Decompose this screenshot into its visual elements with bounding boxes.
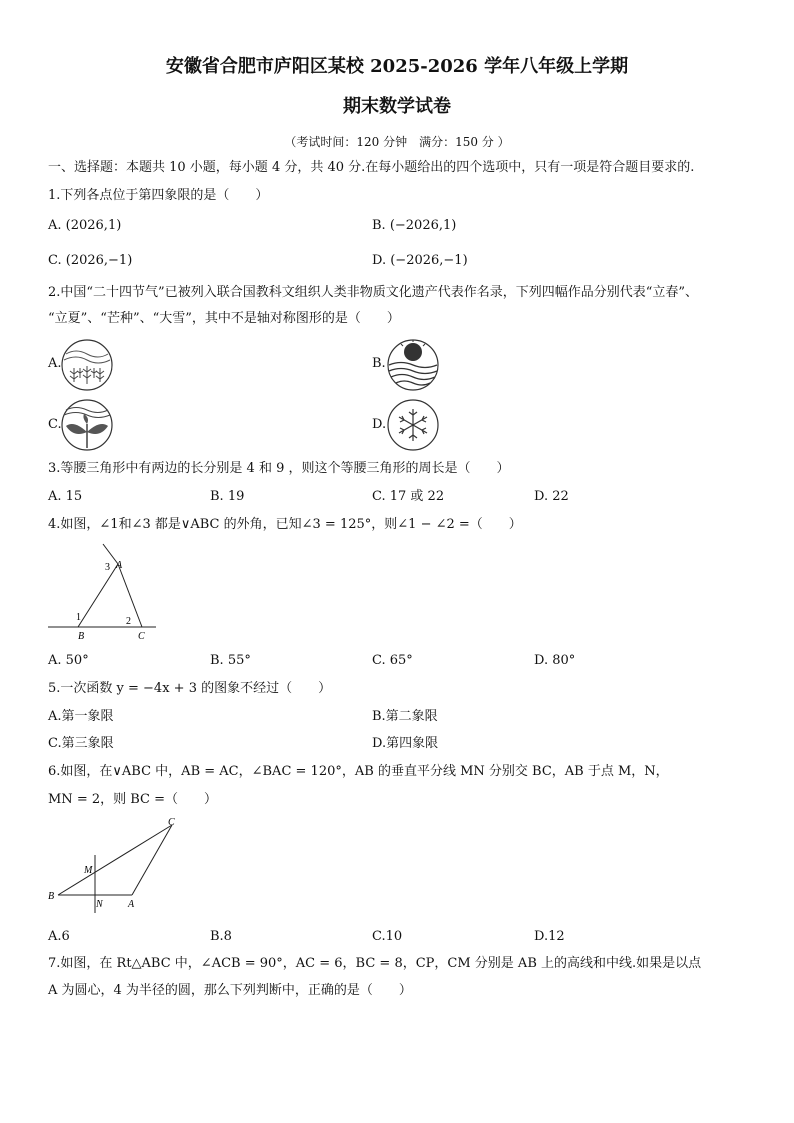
q3-option-a: A. 15: [48, 489, 83, 504]
q5-stem: 5.一次函数 y = −4x + 3 的图象不经过（ ）: [48, 681, 332, 696]
q2-stem-line2: “立夏”、“芒种”、“大雪”，其中不是轴对称图形的是（ ）: [48, 311, 400, 326]
q2-option-a: A.: [48, 356, 62, 371]
q2-figure-d: [386, 398, 440, 452]
q6-label-a: A: [128, 899, 135, 910]
q4-option-b: B. 55°: [210, 653, 251, 668]
q3-option-b: B. 19: [210, 489, 245, 504]
q7-stem-line1: 7.如图，在 Rt△ABC 中，∠ACB = 90°，AC = 6，BC = 8，CP，CM 分别是 AB 上的高线和中线.如果是以点: [48, 956, 702, 971]
q2-option-b: B.: [372, 356, 386, 371]
q4-figure: [46, 540, 166, 644]
q4-angle-1: 1: [76, 612, 81, 623]
section-heading: 一、选择题：本题共 10 小题，每小题 4 分，共 40 分.在每小题给出的四个选项中，只有一项是符合题目要求的.: [48, 160, 695, 175]
q4-option-c: C. 65°: [372, 653, 413, 668]
q1-stem: 1.下列各点位于第四象限的是（ ）: [48, 188, 269, 203]
exam-subtitle: （考试时间：120 分钟 满分：150 分 ）: [284, 135, 510, 149]
q6-option-b: B.8: [210, 929, 232, 944]
q6-figure: [46, 815, 186, 919]
q5-option-c: C.第三象限: [48, 736, 114, 751]
q2-option-d: D.: [372, 417, 387, 432]
q2-option-c: C.: [48, 417, 62, 432]
exam-title-line2: 期末数学试卷: [343, 96, 451, 117]
q6-option-c: C.10: [372, 929, 403, 944]
q4-angle-2: 2: [126, 616, 131, 627]
q4-stem: 4.如图，∠1和∠3 都是∨ABC 的外角，已知∠3 = 125°，则∠1 − ∠2 =（ ）: [48, 517, 522, 532]
q6-label-m: M: [84, 865, 93, 876]
q2-figure-a: [60, 338, 114, 392]
q4-label-b: B: [78, 631, 85, 642]
q2-figure-b: [386, 338, 440, 392]
q1-option-d: D. (−2026,−1): [372, 253, 468, 268]
q4-option-d: D. 80°: [534, 653, 576, 668]
q7-stem-line2: A 为圆心，4 为半径的圆，那么下列判断中，正确的是（ ）: [48, 983, 412, 998]
q4-label-c: C: [138, 631, 145, 642]
q4-option-a: A. 50°: [48, 653, 89, 668]
q2-figure-c: [60, 398, 114, 452]
q1-option-a: A. (2026,1): [48, 218, 122, 233]
q5-option-b: B.第二象限: [372, 709, 438, 724]
q1-option-b: B. (−2026,1): [372, 218, 457, 233]
q6-label-n: N: [96, 899, 103, 910]
q3-option-c: C. 17 或 22: [372, 489, 445, 504]
q6-label-b: B: [48, 891, 55, 902]
q1-option-c: C. (2026,−1): [48, 253, 133, 268]
q6-option-a: A.6: [48, 929, 70, 944]
exam-title: 安徽省合肥市庐阳区某校 2025-2026 学年八年级上学期: [165, 56, 629, 77]
q6-label-c: C: [168, 817, 175, 828]
q5-option-a: A.第一象限: [48, 709, 114, 724]
q4-angle-3: 3: [105, 562, 110, 573]
q6-stem-line2: MN = 2，则 BC =（ ）: [48, 792, 218, 807]
q4-label-a: A: [116, 560, 123, 571]
q3-option-d: D. 22: [534, 489, 569, 504]
q5-option-d: D.第四象限: [372, 736, 439, 751]
q6-option-d: D.12: [534, 929, 565, 944]
q6-stem-line1: 6.如图，在∨ABC 中，AB = AC，∠BAC = 120°，AB 的垂直平分线 MN 分别交 BC，AB 于点 M，N，: [48, 764, 669, 779]
q2-stem-line1: 2.中国“二十四节气”已被列入联合国教科文组织人类非物质文化遗产代表作名录，下列四幅作品分别代表“立春”、: [48, 285, 698, 300]
q3-stem: 3.等腰三角形中有两边的长分别是 4 和 9 ，则这个等腰三角形的周长是（ ）: [48, 461, 510, 476]
